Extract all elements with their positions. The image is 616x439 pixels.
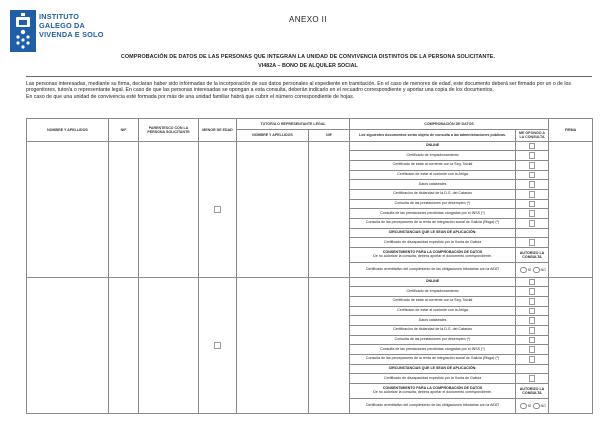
opongo-checkbox[interactable]: [529, 346, 536, 353]
menor-checkbox[interactable]: [214, 342, 221, 349]
opongo-checkbox[interactable]: [529, 181, 536, 188]
consent-cell: [350, 383, 516, 399]
opongo-check-cell: [516, 326, 549, 336]
col-tutor: TUTOR/A O REPRESENTANTE LEGAL: [237, 119, 350, 130]
tutor-nif-cell[interactable]: [309, 141, 350, 277]
autorizo-label: AUTORIZO LA CONSULTA: [516, 247, 549, 263]
opongo-check-cell: [516, 209, 549, 219]
tutor-name-cell[interactable]: [237, 141, 309, 277]
aeat-item: Certificado acreditativo del cumplimiento de las obligaciones tributarias con la AEAT: [350, 399, 516, 414]
opongo-checkbox[interactable]: [529, 152, 536, 159]
aeat-radio-cell: [516, 399, 549, 414]
members-table: [26, 118, 593, 414]
procedure-subtitle: VI482A – BONO DE ALQUILER SOCIAL: [258, 63, 358, 69]
member-nif-cell[interactable]: [109, 277, 139, 413]
document-item: Certificado de estar al corriente con la Seg. Social: [350, 297, 516, 307]
logo-line-1: INSTITUTO: [39, 12, 80, 21]
opongo-check-cell: [516, 354, 549, 364]
aeat-item: Certificado acreditativo del cumplimiento de las obligaciones tributarias con la AEAT: [350, 263, 516, 277]
document-item: Certificado de estar al corriente con la Atriga: [350, 306, 516, 316]
opongo-checkbox[interactable]: [529, 220, 536, 227]
opongo-check-cell: [516, 345, 549, 355]
opongo-check-cell: [516, 306, 549, 316]
online-label: ONLINE: [350, 277, 516, 287]
consent-subtitle: De no autorizar la consulta, deberá aportar el documento correspondiente.: [373, 254, 492, 259]
discapacidad-check-cell: [516, 238, 549, 248]
col-nif: NIF: [109, 119, 139, 142]
consent-subtitle: De no autorizar la consulta, deberá aportar el documento correspondiente.: [373, 390, 492, 395]
intro-paragraph-1: Las personas interesadas, mediante su firma, declaran haber sido informadas de la incorporación de sus datos personales al expediente en tramitación. En el caso de menores de edad, este documento deberá ser firmado por un o de los progenitores, tutor/a o representante legal. En caso de que las personas interesadas se opongan a esta consulta, deberán indicarlo en el recuadro correspondiente y aportar una copia de los documentos.: [26, 81, 572, 94]
no-radio[interactable]: [533, 403, 540, 410]
signature-cell[interactable]: [549, 141, 593, 277]
document-item: Certificado de empadronamiento: [350, 287, 516, 297]
col-parentesco: PARENTESCO CON LA PERSONA SOLICITANTE: [139, 119, 199, 142]
opongo-check-cell: [516, 297, 549, 307]
annex-title: ANEXO II: [289, 15, 327, 24]
discapacidad-item: Certificado de discapacidad expedido por la Xunta de Galicia: [350, 238, 516, 248]
document-item: Consulta de las prestaciones percibidas otorgadas por el INSS (*): [350, 209, 516, 219]
opongo-check-cell: [516, 199, 549, 209]
logo-line-3: VIVENDA E SOLO: [39, 30, 104, 39]
document-item: Datos catastrales: [350, 180, 516, 190]
member-parentesco-cell[interactable]: [139, 141, 199, 277]
opongo-check-cell: [516, 316, 549, 326]
opongo-check-cell: [516, 180, 549, 190]
document-item: Certificación de titularidad de la D.G. del Catastro: [350, 326, 516, 336]
intro-text: [26, 81, 594, 100]
col-comprobacion: COMPROBACIÓN DE DATOS: [350, 119, 549, 130]
discapacidad-item: Certificado de discapacidad expedido por la Xunta de Galicia: [350, 374, 516, 384]
opongo-check-cell: [516, 190, 549, 200]
opongo-checkbox[interactable]: [529, 172, 536, 179]
member-parentesco-cell[interactable]: [139, 277, 199, 413]
document-item: Certificación de titularidad de la D.G. del Catastro: [350, 190, 516, 200]
opongo-checkbox[interactable]: [529, 143, 536, 150]
opongo-checkbox[interactable]: [529, 162, 536, 169]
online-check-cell: [516, 277, 549, 287]
online-check-cell: [516, 141, 549, 151]
discapacidad-check-cell: [516, 374, 549, 384]
signature-cell[interactable]: [549, 277, 593, 413]
si-label: SÍ: [527, 267, 532, 272]
opongo-check-cell: [516, 151, 549, 161]
document-item: Consulta de las prestaciones percibidas otorgadas por el INSS (*): [350, 345, 516, 355]
col-menor: MENOR DE EDAD: [199, 119, 237, 142]
col-nombre: NOMBRE Y APELLIDOS: [27, 119, 109, 142]
opongo-checkbox[interactable]: [529, 298, 536, 305]
opongo-checkbox[interactable]: [529, 317, 536, 324]
opongo-check-cell: [516, 218, 549, 228]
opongo-check-cell: [516, 335, 549, 345]
header-divider: [26, 76, 592, 77]
document-item: Certificado de empadronamiento: [350, 151, 516, 161]
consent-title: CONSENTIMIENTO PARA LA COMPROBACIÓN DE DATOS: [382, 386, 483, 391]
document-title: COMPROBACIÓN DE DATOS DE LAS PERSONAS QUE INTEGRAN LA UNIDAD DE CONVIVENCIA DISTINTOS DE LA PERSONA SOLICITANTE.: [120, 54, 496, 60]
col-firma: FIRMA: [549, 119, 593, 142]
consent-title: CONSENTIMIENTO PARA LA COMPROBACIÓN DE DATOS: [382, 250, 483, 255]
si-label: SÍ: [527, 404, 532, 409]
document-item: Consulta de las prestaciones por desempleo (*): [350, 335, 516, 345]
si-radio[interactable]: [520, 267, 527, 274]
document-item: Certificado de estar al corriente con la Seg. Social: [350, 161, 516, 171]
member-nif-cell[interactable]: [109, 141, 139, 277]
document-item: Consulta de las prestaciones por desempleo (*): [350, 199, 516, 209]
intro-paragraph-2: En caso de que una unidad de convivencia esté formada por más de una unidad familiar habrá que cubrir el número correspondiente de hojas.: [26, 93, 355, 100]
document-item: Certificado de estar al corriente con la Atriga: [350, 170, 516, 180]
member-menor-cell: [199, 141, 237, 277]
opongo-check-cell: [516, 170, 549, 180]
opongo-checkbox[interactable]: [529, 337, 536, 344]
empty-cell: [516, 364, 549, 374]
tutor-name-cell[interactable]: [237, 277, 309, 413]
empty-cell: [516, 228, 549, 238]
si-radio[interactable]: [520, 403, 527, 410]
document-item: Consulta de las percepciones de la renta de integración social de Galicia (Risga) (*): [350, 218, 516, 228]
menor-checkbox[interactable]: [214, 206, 221, 213]
opongo-checkbox[interactable]: [529, 210, 536, 217]
no-label: NO: [540, 404, 546, 409]
opongo-checkbox[interactable]: [529, 239, 536, 246]
col-consulta-desc: Los siguientes documentos serán objeto de consulta a las administraciones públicas.: [350, 130, 516, 142]
member-name-cell[interactable]: [27, 141, 109, 277]
opongo-checkbox[interactable]: [529, 288, 536, 295]
opongo-check-cell: [516, 161, 549, 171]
opongo-checkbox[interactable]: [529, 327, 536, 334]
document-item: Consulta de las percepciones de la renta de integración social de Galicia (Risga) (*): [350, 354, 516, 364]
aeat-radio-cell: [516, 263, 549, 277]
col-me-opongo: ME OPONGO A LA CONSULTA: [516, 130, 549, 142]
tutor-nif-cell[interactable]: [309, 277, 350, 413]
col-tutor-nif: NIF: [309, 130, 350, 142]
opongo-checkbox[interactable]: [529, 308, 536, 315]
autorizo-label: AUTORIZO LA CONSULTA: [516, 383, 549, 399]
opongo-checkbox[interactable]: [529, 201, 536, 208]
circunstancias-label: CIRCUNSTANCIAS QUE LE SEAN DE APLICACIÓN:: [350, 364, 516, 374]
consent-cell: [350, 247, 516, 263]
member-name-cell[interactable]: [27, 277, 109, 413]
online-label: ONLINE: [350, 141, 516, 151]
no-radio[interactable]: [533, 267, 540, 274]
opongo-check-cell: [516, 287, 549, 297]
circunstancias-label: CIRCUNSTANCIAS QUE LE SEAN DE APLICACIÓN:: [350, 228, 516, 238]
member-menor-cell: [199, 277, 237, 413]
opongo-checkbox[interactable]: [529, 279, 536, 286]
no-label: NO: [540, 267, 546, 272]
opongo-checkbox[interactable]: [529, 375, 536, 382]
opongo-checkbox[interactable]: [529, 191, 536, 198]
logo-line-2: GALEGO DA: [39, 21, 85, 30]
col-tutor-nombre: NOMBRE Y APELLIDOS: [237, 130, 309, 142]
opongo-checkbox[interactable]: [529, 356, 536, 363]
document-item: Datos catastrales: [350, 316, 516, 326]
